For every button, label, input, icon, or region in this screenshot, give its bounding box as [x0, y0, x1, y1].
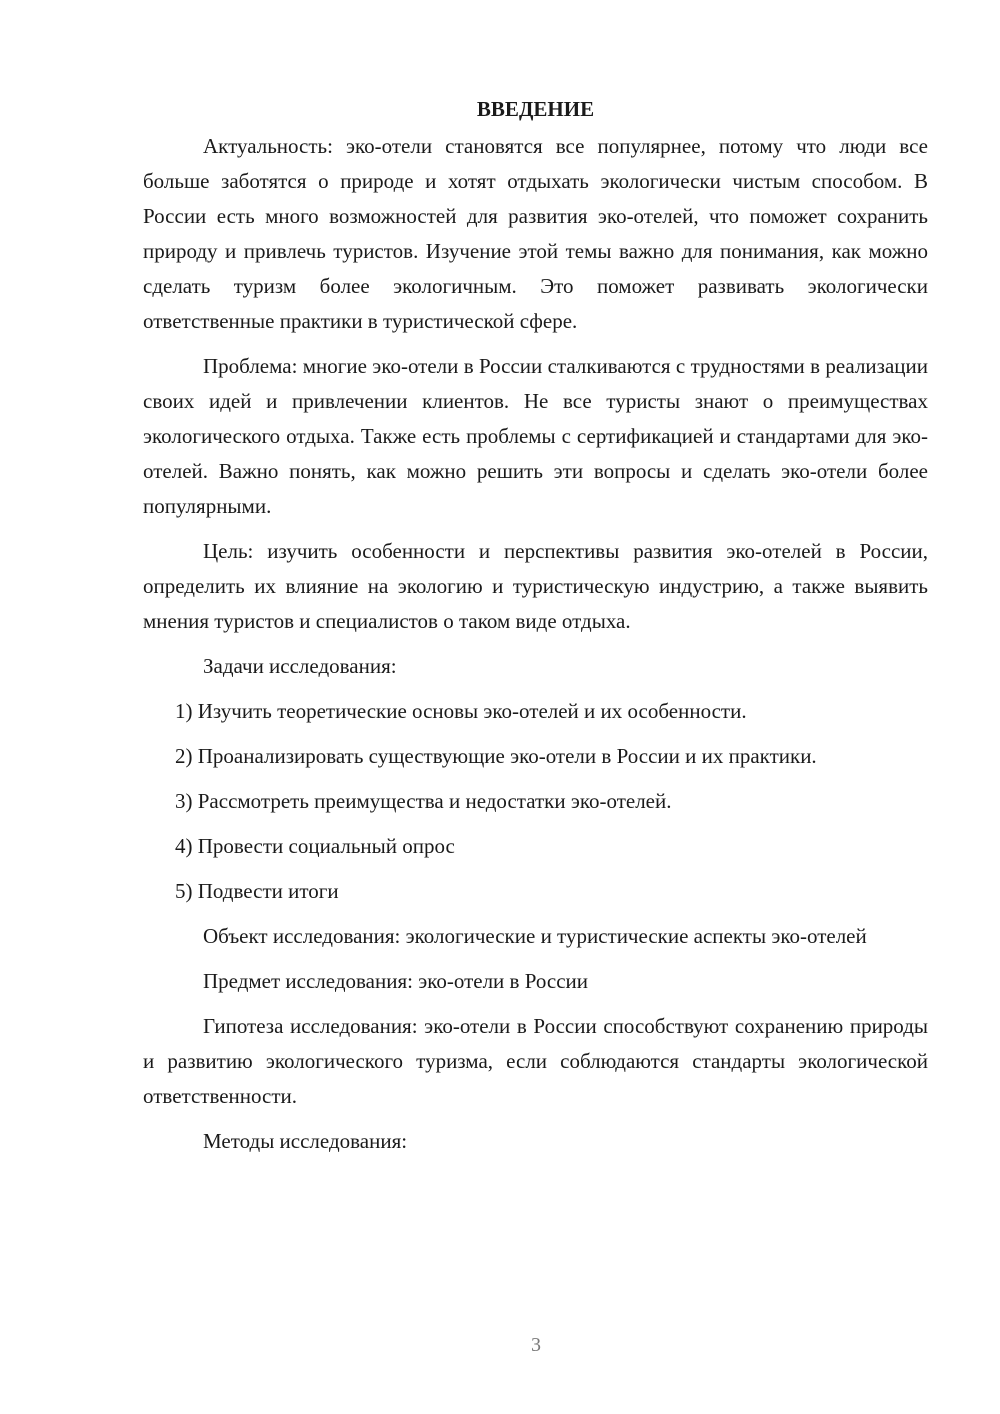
goal-paragraph: Цель: изучить особенности и перспективы развития эко-отелей в России, определить их влияние на экологию и туристическую индустрию, а также выявить мнения туристов и специалистов о таком виде отдыха. — [143, 539, 928, 633]
subject-paragraph: Предмет исследования: эко-отели в России — [203, 969, 588, 993]
object-paragraph: Объект исследования: экологические и туристические аспекты эко-отелей — [203, 924, 867, 948]
section-title: ВВЕДЕНИЕ — [476, 97, 595, 121]
task-item-5: 5) Подвести итоги — [175, 879, 339, 903]
problem-paragraph: Проблема: многие эко-отели в России сталкиваются с трудностями в реализации своих идей и привлечении клиентов. Не все туристы знают о преимуществах экологического отдыха. Также есть проблемы с сертификацией и стандартами для эко-отелей. Важно понять, как можно решить эти вопросы и сделать эко-отели более популярными. — [143, 354, 928, 518]
task-item-4: 4) Провести социальный опрос — [175, 834, 455, 858]
page-number: 3 — [531, 1334, 541, 1356]
document-page — [143, 92, 928, 1159]
task-item-3: 3) Рассмотреть преимущества и недостатки эко-отелей. — [175, 789, 672, 813]
hypothesis-paragraph: Гипотеза исследования: эко-отели в России способствуют сохранению природы и развитию экологического туризма, если соблюдаются стандарты экологической ответственности. — [143, 1014, 928, 1108]
task-item-2: 2) Проанализировать существующие эко-отели в России и их практики. — [175, 744, 817, 768]
tasks-heading: Задачи исследования: — [203, 654, 397, 678]
methods-heading: Методы исследования: — [203, 1129, 408, 1153]
task-item-1: 1) Изучить теоретические основы эко-отелей и их особенности. — [175, 699, 747, 723]
relevance-paragraph: Актуальность: эко-отели становятся все популярнее, потому что люди все больше заботятся о природе и хотят отдыхать экологически чистым способом. В России есть много возможностей для развития эко-отелей, что поможет сохранить природу и привлечь туристов. Изучение этой темы важно для понимания, как можно сделать туризм более экологичным. Это поможет развивать экологически ответственные практики в туристической сфере. — [143, 134, 928, 333]
